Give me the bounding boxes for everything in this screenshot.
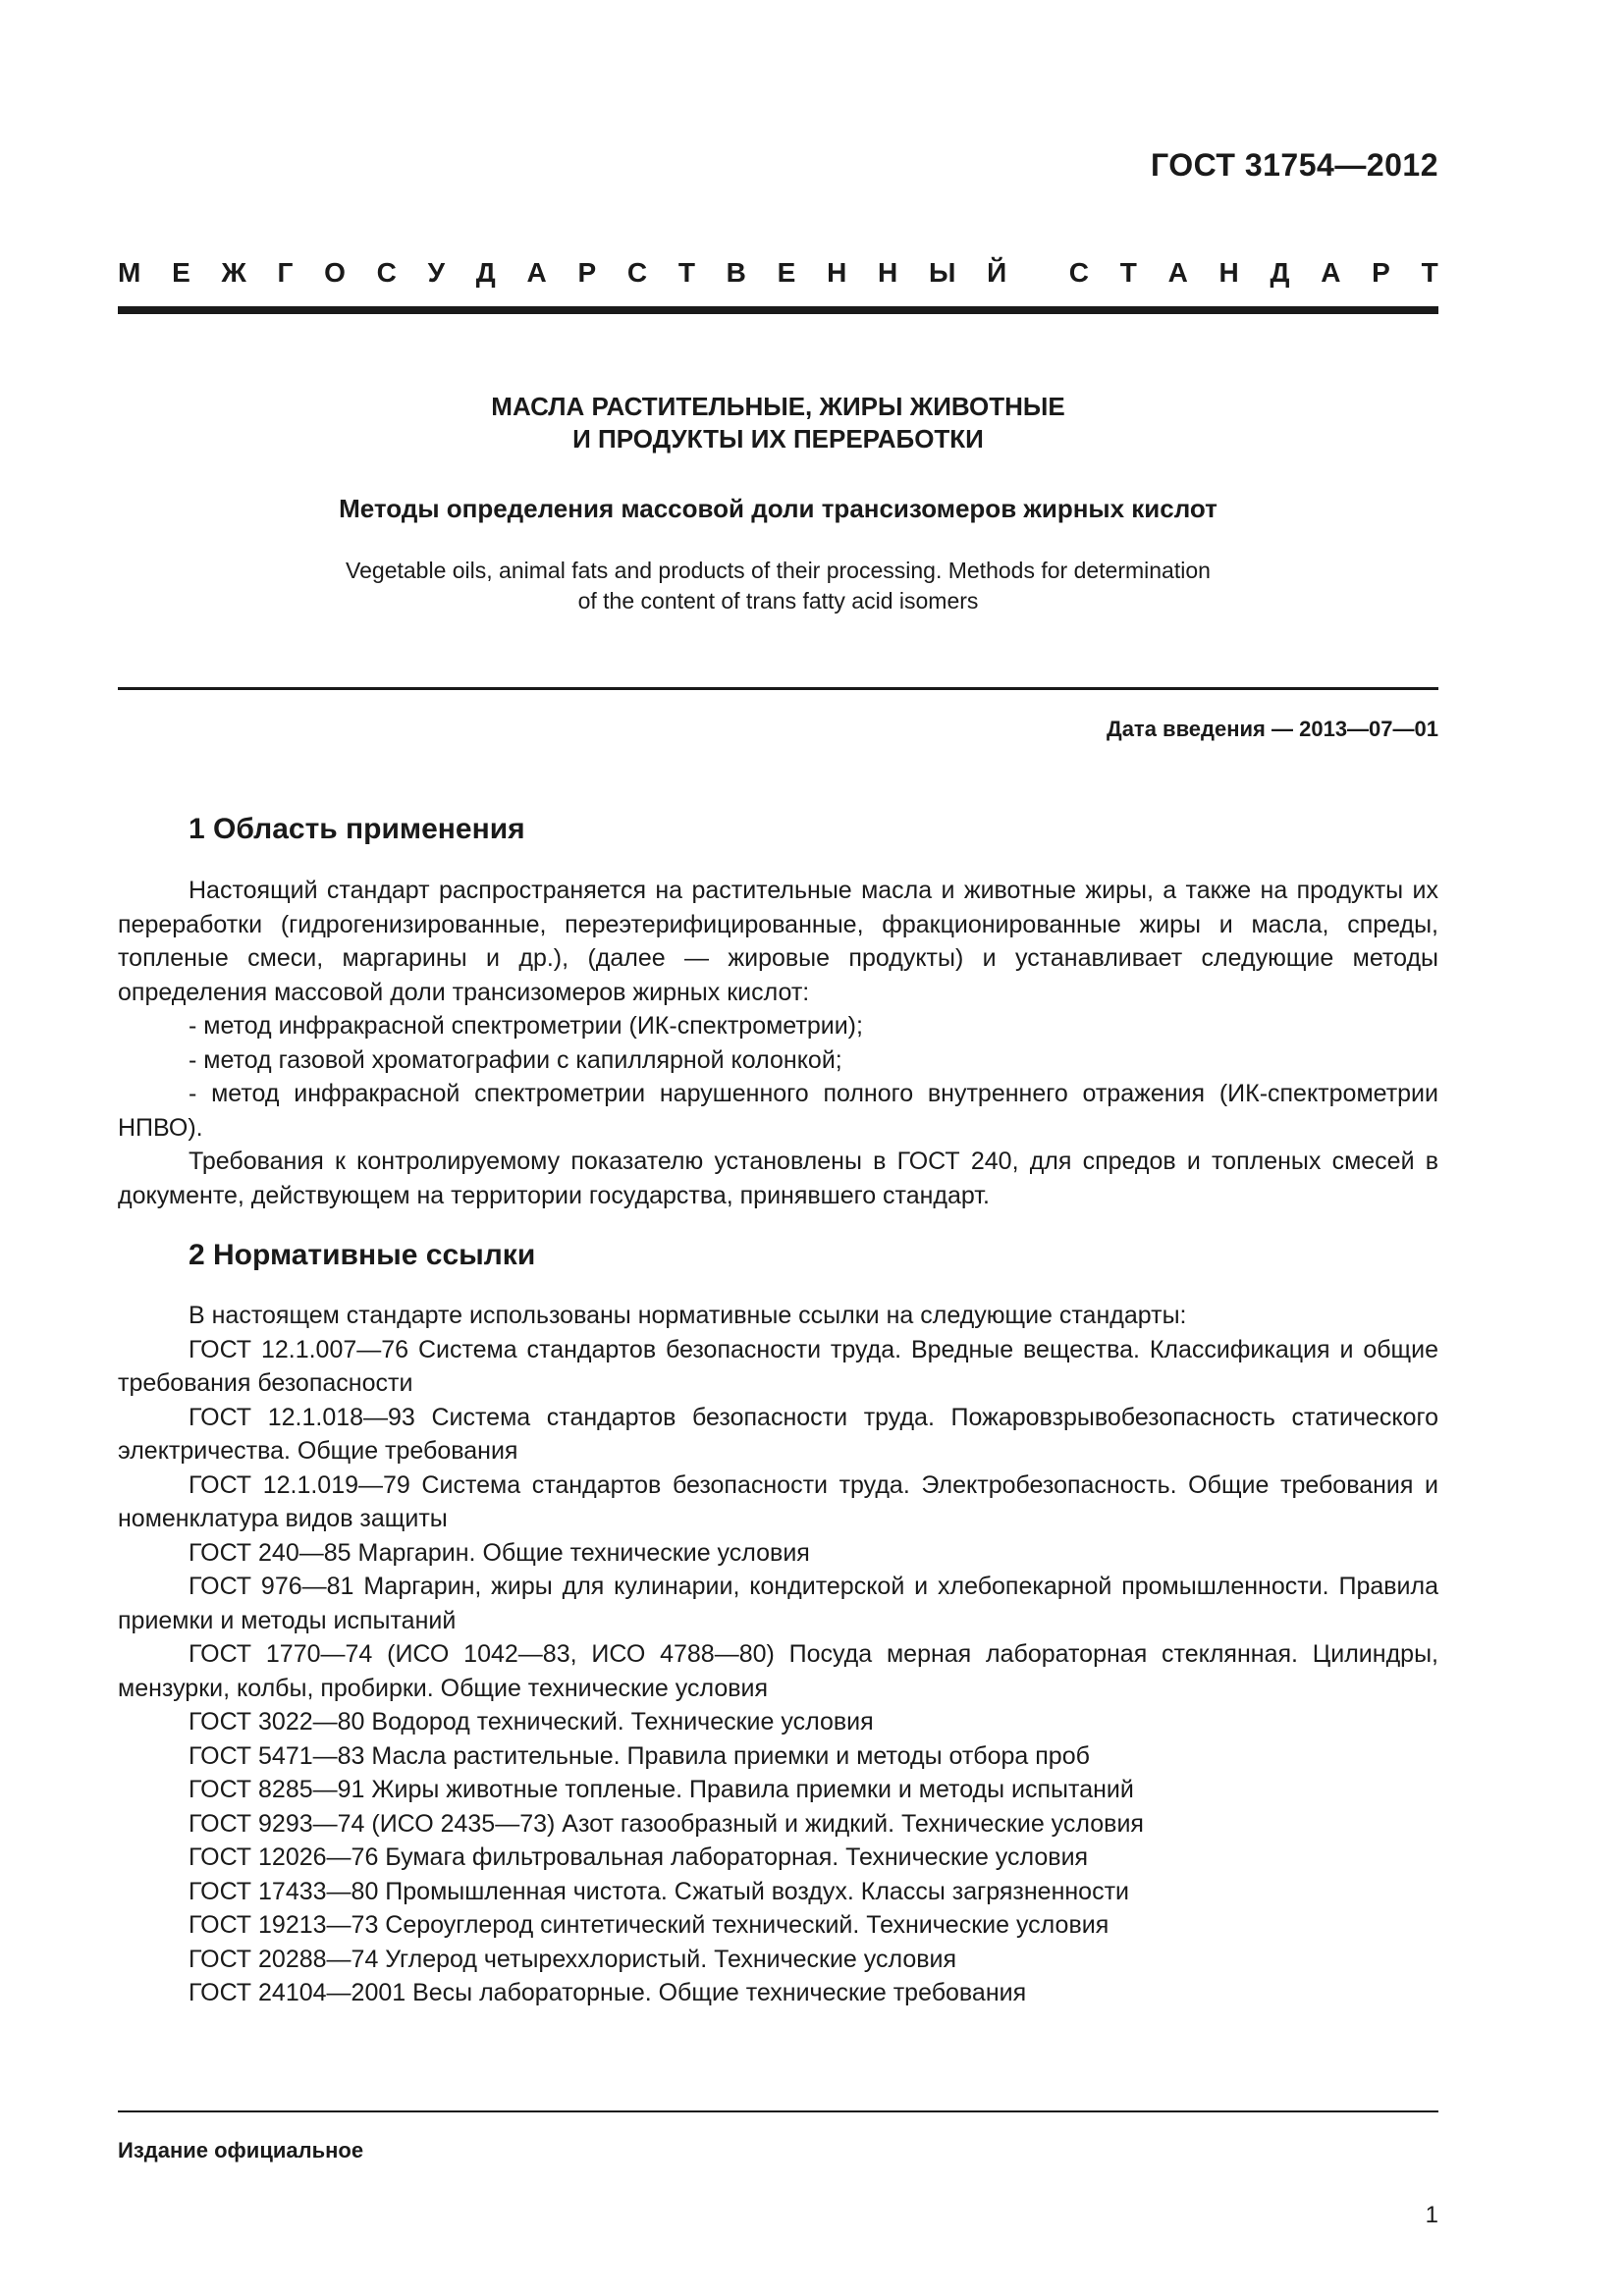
banner-letter: А <box>526 257 547 288</box>
banner-letter: Д <box>475 257 496 288</box>
title-rule <box>118 687 1438 690</box>
banner-letter: Р <box>1372 257 1390 288</box>
reference-item: ГОСТ 20288—74 Углерод четыреххлористый. Технические условия <box>189 1945 957 1973</box>
banner-letter: А <box>1167 257 1188 288</box>
banner-letter: Г <box>277 257 294 288</box>
reference-item: ГОСТ 12.1.019—79 Система стандартов безопасности труда. Электробезопасность. Общие требования и номенклатура видов защиты <box>118 1470 1438 1532</box>
banner-letter: Р <box>577 257 597 288</box>
reference-item: ГОСТ 12.1.007—76 Система стандартов безопасности труда. Вредные вещества. Классификация и общие требования безопасности <box>118 1335 1438 1397</box>
english-title-line-2: of the content of trans fatty acid isomers <box>577 588 979 614</box>
section-1-heading: 1 Область применения <box>189 813 525 845</box>
interstate-standard-banner <box>118 257 1438 289</box>
section-1-paragraph-1: Настоящий стандарт распространяется на растительные масла и животные жиры, а также на продукты их переработки (гидрогенизированные, переэтерифицированные, фракционированные жиры и масла, спреды, топленые смеси, маргарины и др.), (далее — жировые продукты) и устанавливает следующие методы определения массовой доли трансизомеров жирных кислот: <box>118 877 1438 1006</box>
section-1-bullet-3: - метод инфракрасной спектрометрии нарушенного полного внутреннего отражения (ИК-спектрометрии НПВО). <box>118 1080 1438 1142</box>
banner-letter: Ж <box>221 257 246 288</box>
reference-item: ГОСТ 5471—83 Масла растительные. Правила приемки и методы отбора проб <box>189 1741 1090 1770</box>
reference-item: ГОСТ 976—81 Маргарин, жиры для кулинарии, кондитерской и хлебопекарной промышленности. Правила приемки и методы испытаний <box>118 1573 1438 1634</box>
section-1-bullet-2: - метод газовой хроматографии с капиллярной колонкой; <box>189 1045 842 1074</box>
banner-letter: С <box>1068 257 1089 288</box>
banner-letter: С <box>376 257 397 288</box>
reference-item: ГОСТ 17433—80 Промышленная чистота. Сжатый воздух. Классы загрязненности <box>189 1877 1129 1905</box>
reference-item: ГОСТ 12.1.018—93 Система стандартов безопасности труда. Пожаровзрывобезопасность статического электричества. Общие требования <box>118 1403 1438 1465</box>
section-1-body <box>118 874 1438 1212</box>
reference-item: ГОСТ 24104—2001 Весы лабораторные. Общие технические требования <box>189 1979 1027 2006</box>
banner-letter: Д <box>1270 257 1290 288</box>
title-line-2: И ПРОДУКТЫ ИХ ПЕРЕРАБОТКИ <box>572 424 984 454</box>
banner-letter: Й <box>987 257 1007 288</box>
english-title <box>118 556 1438 616</box>
banner-letter: Е <box>777 257 796 288</box>
banner-letter: А <box>1321 257 1341 288</box>
section-2-intro: В настоящем стандарте использованы нормативные ссылки на следующие стандарты: <box>189 1302 1187 1329</box>
document-subtitle: Методы определения массовой доли трансизомеров жирных кислот <box>339 494 1217 523</box>
reference-item: ГОСТ 12026—76 Бумага фильтровальная лабораторная. Технические условия <box>189 1843 1089 1871</box>
reference-item: ГОСТ 1770—74 (ИСО 1042—83, ИСО 4788—80) Посуда мерная лабораторная стеклянная. Цилиндры, мензурки, колбы, пробирки. Общие технические условия <box>118 1640 1438 1702</box>
banner-letter: Н <box>827 257 847 288</box>
reference-item: ГОСТ 8285—91 Жиры животные топленые. Правила приемки и методы испытаний <box>189 1776 1134 1803</box>
section-2-body <box>118 1299 1438 2010</box>
banner-letter: С <box>626 257 648 288</box>
banner-letter: В <box>726 257 746 288</box>
english-title-line-1: Vegetable oils, animal fats and products of their processing. Methods for determination <box>346 558 1211 583</box>
banner-letter: Ы <box>929 257 956 288</box>
section-1-bullet-1: - метод инфракрасной спектрометрии (ИК-спектрометрии); <box>189 1012 863 1040</box>
page-number: 1 <box>1425 2202 1438 2228</box>
banner-letter: О <box>324 257 346 288</box>
banner-letter: У <box>427 257 446 288</box>
section-2-heading: 2 Нормативные ссылки <box>189 1239 536 1271</box>
banner-letter: Т <box>1421 257 1438 288</box>
reference-item: ГОСТ 240—85 Маргарин. Общие технические условия <box>189 1538 810 1567</box>
document-title <box>118 391 1438 455</box>
introduction-date: Дата введения — 2013—07—01 <box>1107 717 1438 741</box>
banner-letter: Т <box>677 257 695 288</box>
title-line-1: МАСЛА РАСТИТЕЛЬНЫЕ, ЖИРЫ ЖИВОТНЫЕ <box>491 392 1065 421</box>
banner-letter: Е <box>172 257 190 288</box>
header-rule <box>118 306 1438 314</box>
reference-item: ГОСТ 9293—74 (ИСО 2435—73) Азот газообразный и жидкий. Технические условия <box>189 1809 1144 1838</box>
reference-list <box>118 1333 1438 2010</box>
banner-letter: Н <box>1218 257 1239 288</box>
edition-note: Издание официальное <box>118 2138 364 2163</box>
banner-letter: Т <box>1119 257 1137 288</box>
reference-item: ГОСТ 19213—73 Сероуглерод синтетический технический. Технические условия <box>189 1911 1109 1939</box>
reference-item: ГОСТ 3022—80 Водород технический. Технические условия <box>189 1708 874 1735</box>
document-number: ГОСТ 31754—2012 <box>1150 147 1438 183</box>
banner-letter: М <box>118 257 141 288</box>
banner-letter: Н <box>878 257 898 288</box>
section-1-paragraph-2: Требования к контролируемому показателю установлены в ГОСТ 240, для спредов и топленых смесей в документе, действующем на территории государства, принявшего стандарт. <box>118 1148 1438 1209</box>
footer-rule <box>118 2110 1438 2112</box>
